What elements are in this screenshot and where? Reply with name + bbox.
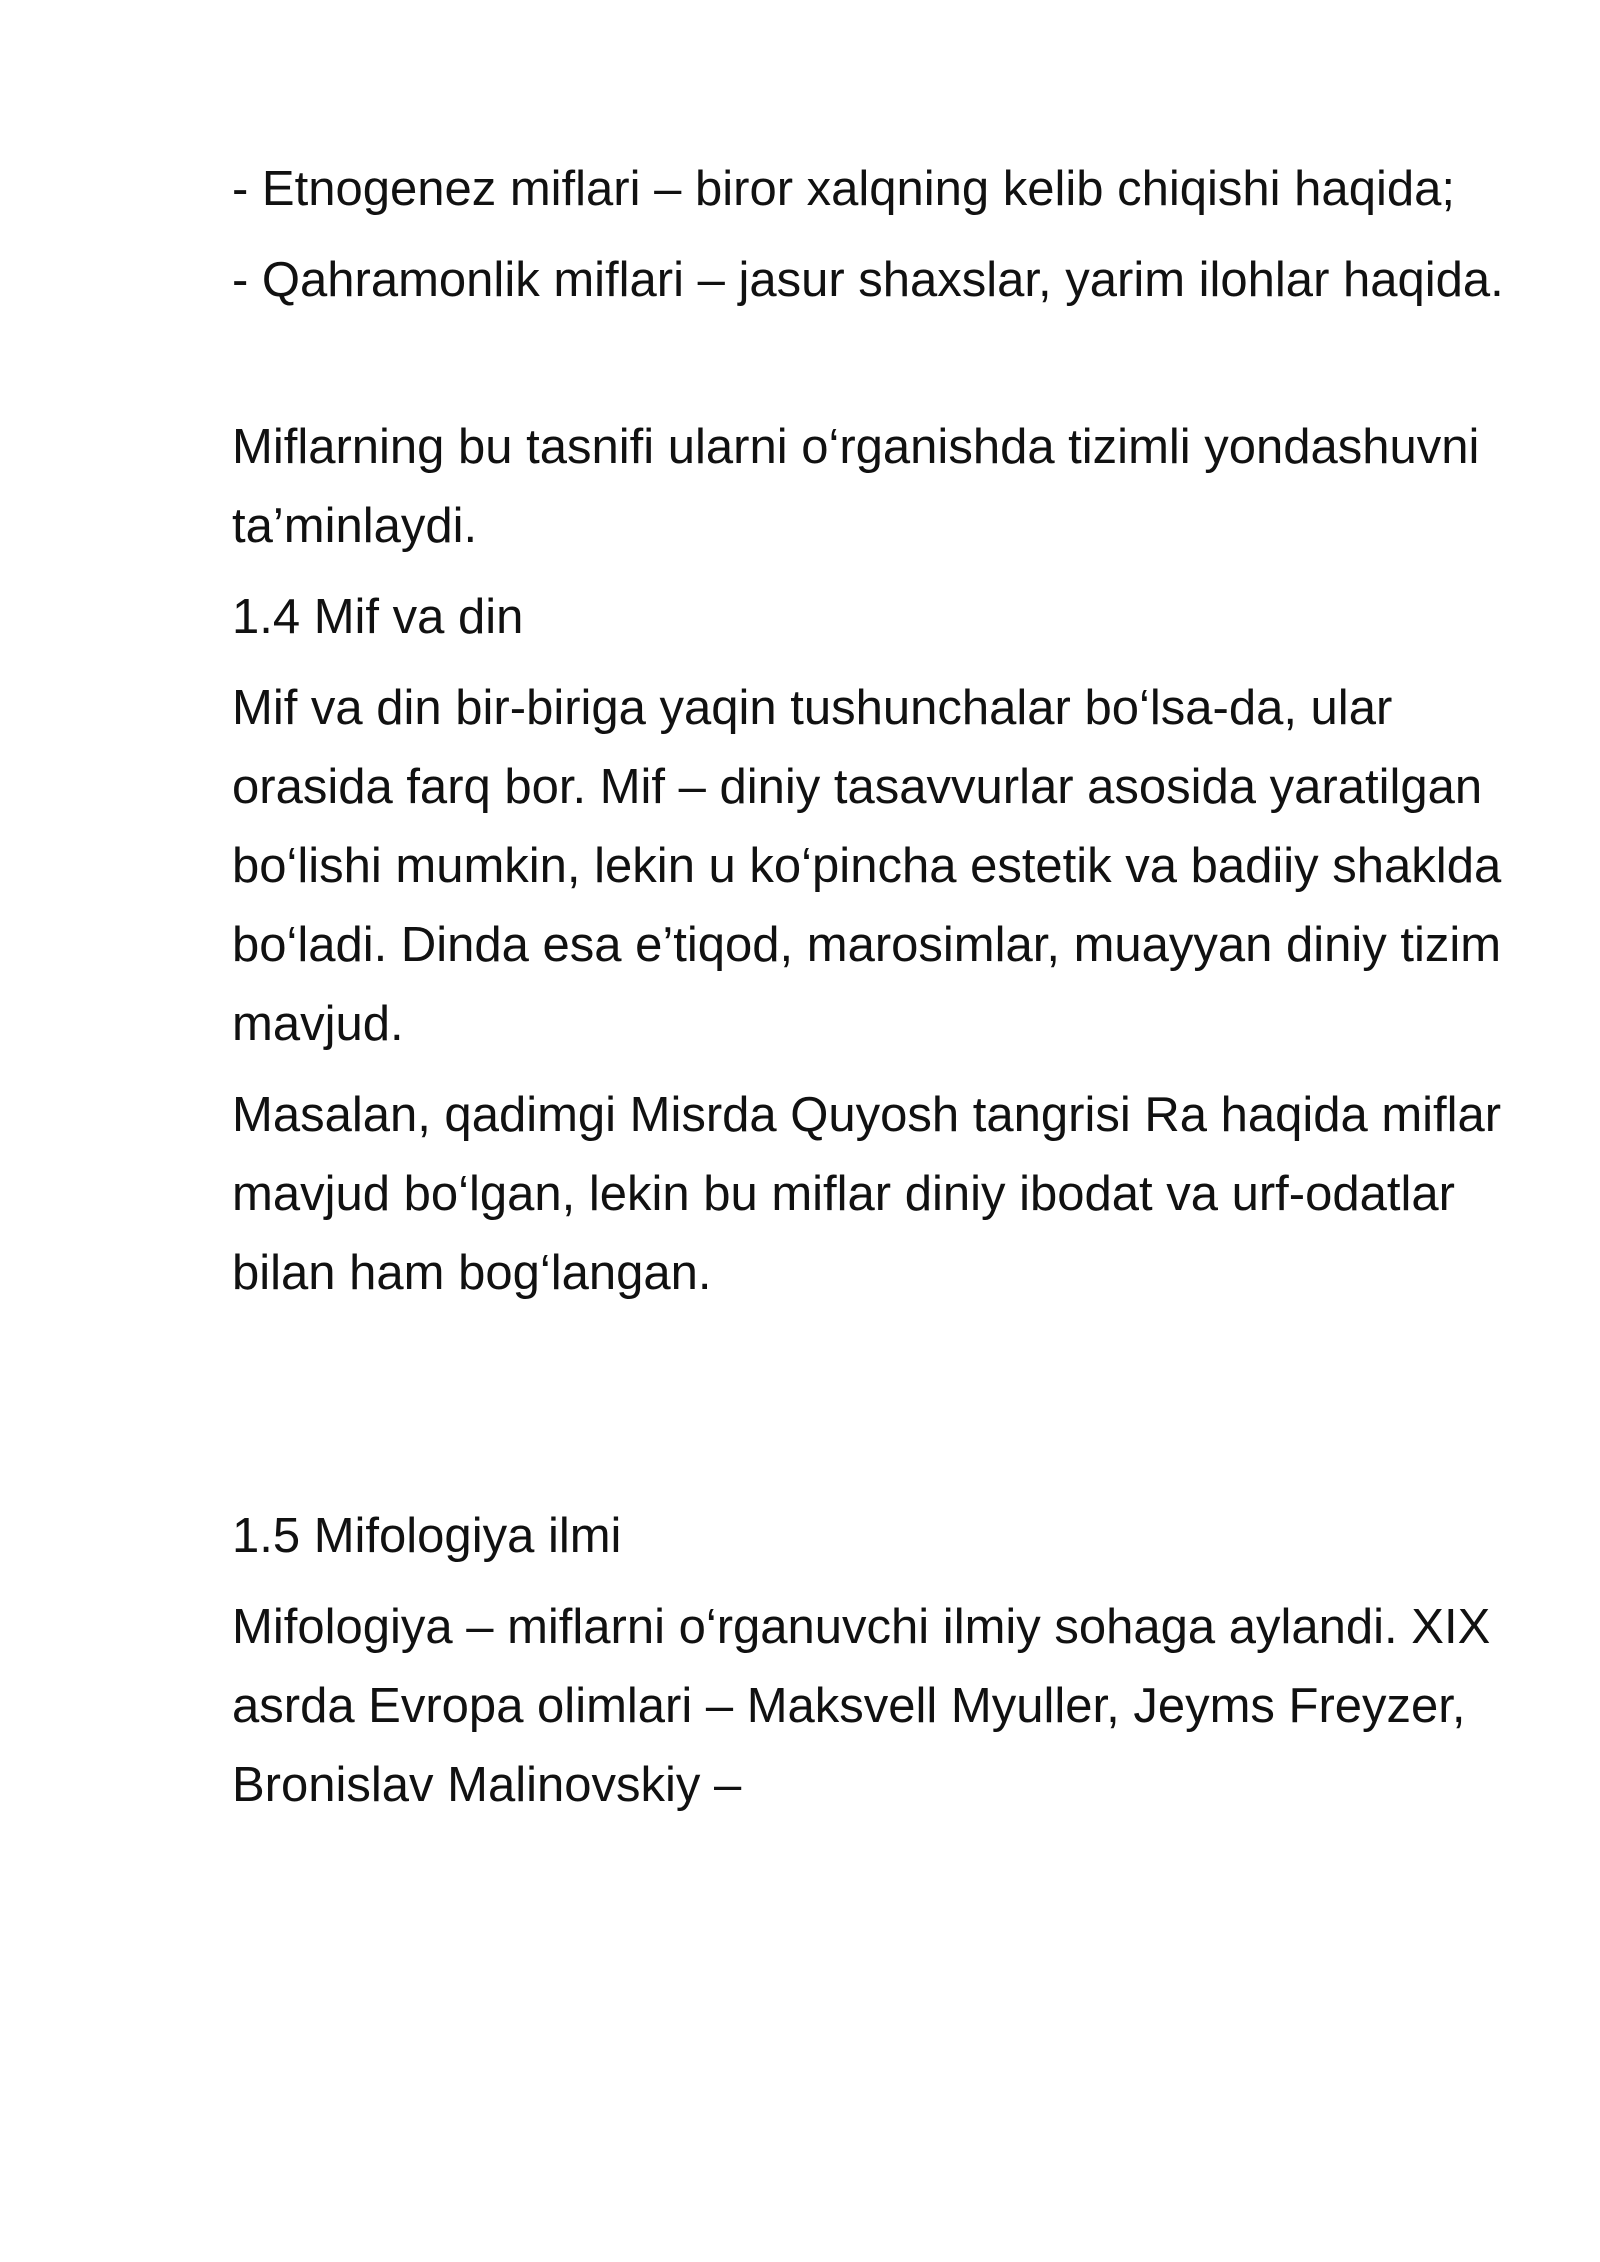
spacer (232, 229, 1532, 241)
spacer (232, 320, 1532, 408)
paragraph-misr-example: Masalan, qadimgi Misrda Quyosh tangrisi Ra haqida miflar mavjud bo‘lgan, lekin bu miflar diniy ibodat va urf-odatlar bilan ham bog‘langan. (232, 1088, 1502, 1300)
section-heading-1-5: 1.5 Mifologiya ilmi (232, 1509, 622, 1563)
paragraph-tasnif: Miflarning bu tasnifi ularni o‘rganishda tizimli yondashuvni ta’minlaydi. (232, 420, 1480, 553)
list-item-qahramonlik: - Qahramonlik miflari – jasur shaxslar, yarim ilohlar haqida. (232, 253, 1504, 307)
spacer (232, 1576, 1532, 1588)
paragraph-mif-va-din: Mif va din bir-biriga yaqin tushunchalar bo‘lsa-da, ular orasida farq bor. Mif – diniy tasavvurlar asosida yaratilgan bo‘lishi mumkin, lekin u ko‘pincha estetik va badiiy shaklda bo‘ladi. Dinda esa e’tiqod, marosimlar, muayyan diniy tizim mavjud. (232, 681, 1502, 1051)
spacer (232, 566, 1532, 578)
section-heading-1-4: 1.4 Mif va din (232, 590, 524, 644)
paragraph-mifologiya: Mifologiya – miflarni o‘rganuvchi ilmiy sohaga aylandi. XIX asrda Evropa olimlari – Maksvell Myuller, Jeyms Freyzer, Bronislav Malinovskiy – (232, 1600, 1491, 1812)
spacer (232, 1313, 1532, 1497)
spacer (232, 657, 1532, 669)
document-body (232, 150, 1532, 1825)
spacer (232, 1064, 1532, 1076)
list-item-etnogenez: - Etnogenez miflari – biror xalqning kelib chiqishi haqida; (232, 162, 1455, 216)
